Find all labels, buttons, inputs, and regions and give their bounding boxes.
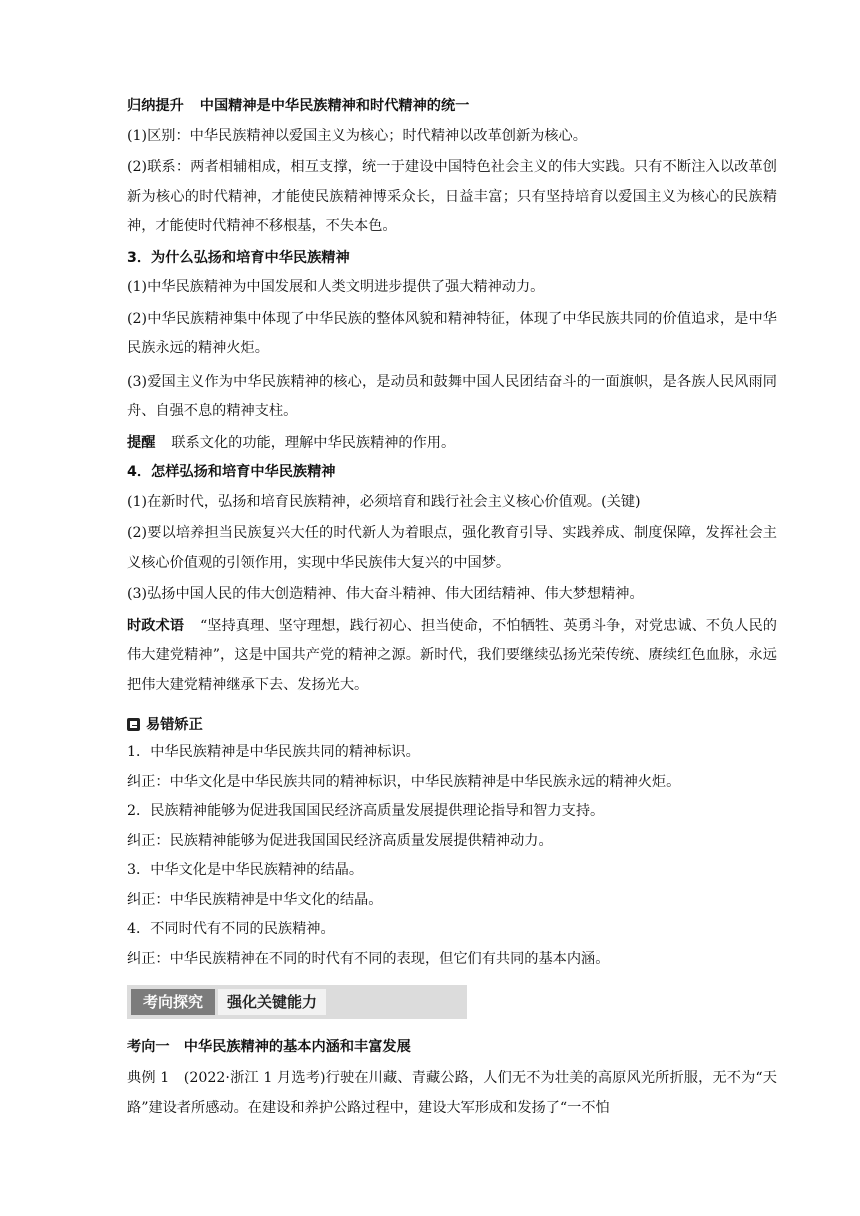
section-4-heading: 4．怎样弘扬和培育中华民族精神 [127, 464, 336, 480]
term-label: 时政术语 [127, 617, 184, 634]
error-fix-1: 纠正：中华文化是中华民族共同的精神标识，中华民族精神是中华民族永远的精神火炬。 [127, 773, 681, 790]
summary-title: 中国精神是中华民族精神和时代精神的统一 [199, 98, 470, 114]
error-correction-title: 易错矫正 [146, 717, 203, 733]
example-text: 典例 1 (2022·浙江 1 月选考)行驶在川藏、青藏公路，人们无不为壮美的高原风光所折服，无不为“天路”建设者所感动。在建设和养护公路过程中，建设大军形成和发扬了“一不怕 [127, 1070, 777, 1116]
error-correction-icon [127, 718, 140, 731]
summary-point-1: (1)区别：中华民族精神以爱国主义为核心；时代精神以改革创新为核心。 [127, 127, 587, 144]
banner-right-label: 强化关键能力 [218, 989, 326, 1015]
summary-heading [127, 94, 777, 118]
section-3-heading: 3．为什么弘扬和培育中华民族精神 [127, 249, 350, 266]
section-4-term [127, 612, 777, 701]
error-claim-1: 1．中华民族精神是中华民族共同的精神标识。 [127, 744, 420, 760]
section-3-point-1: (1)中华民族精神为中国发展和人类文明进步提供了强大精神动力。 [127, 279, 545, 295]
error-fix-4: 纠正：中华民族精神在不同的时代有不同的表现，但它们有共同的基本内涵。 [127, 950, 610, 967]
section-4-point-1: (1)在新时代，弘扬和培育民族精神，必须培育和践行社会主义核心价值观。(关键) [127, 493, 641, 510]
section-3-tip [127, 431, 777, 455]
error-claim-4: 4．不同时代有不同的民族精神。 [127, 921, 335, 937]
summary-label: 归纳提升 [127, 98, 184, 114]
error-fix-3: 纠正：中华民族精神是中华文化的结晶。 [127, 891, 383, 908]
section-3-point-3: (3)爱国主义作为中华民族精神的核心，是动员和鼓舞中国人民团结奋斗的一面旗帜，是各族人民风雨同舟、自强不息的精神支柱。 [127, 373, 777, 419]
summary-point-2: (2)联系：两者相辅相成，相互支撑，统一于建设中国特色社会主义的伟大实践。只有不断注入以改革创新为核心的时代精神，才能使民族精神博采众长，日益丰富；只有坚持培育以爱国主义为核心的民族精神，才能使时代精神不移根基，不失本色。 [127, 159, 777, 234]
banner-left-label: 考向探究 [131, 989, 215, 1015]
section-4-point-3: (3)弘扬中国人民的伟大创造精神、伟大奋斗精神、伟大团结精神、伟大梦想精神。 [127, 586, 644, 602]
section-4-point-2: (2)要以培养担当民族复兴大任的时代新人为着眼点，强化教育引导、实践养成、制度保障，发挥社会主义核心价值观的引领作用，实现中华民族伟大复兴的中国梦。 [127, 525, 777, 571]
section-banner [127, 985, 467, 1019]
direction-heading: 考向一 中华民族精神的基本内涵和丰富发展 [127, 1038, 411, 1055]
section-3-point-2: (2)中华民族精神集中体现了中华民族的整体风貌和精神特征，体现了中华民族共同的价值追求，是中华民族永远的精神火炬。 [127, 310, 777, 356]
term-text: “坚持真理、坚守理想，践行初心、担当使命，不怕牺牲、英勇斗争，对党忠诚、不负人民的伟大建党精神”，这是中国共产党的精神之源。新时代，我们要继续弘扬光荣传统、赓续红色血脉，永远把伟大建党精神继承下去、发扬光大。 [127, 617, 777, 693]
error-fix-2: 纠正：民族精神能够为促进我国国民经济高质量发展提供精神动力。 [127, 832, 553, 849]
tip-text: 联系文化的功能，理解中华民族精神的作用。 [171, 434, 456, 451]
error-claim-2: 2．民族精神能够为促进我国国民经济高质量发展提供理论指导和智力支持。 [127, 803, 605, 819]
page-content [127, 94, 777, 1123]
error-correction-heading [127, 714, 777, 734]
error-claim-3: 3．中华文化是中华民族精神的结晶。 [127, 862, 364, 878]
tip-label: 提醒 [127, 434, 156, 451]
